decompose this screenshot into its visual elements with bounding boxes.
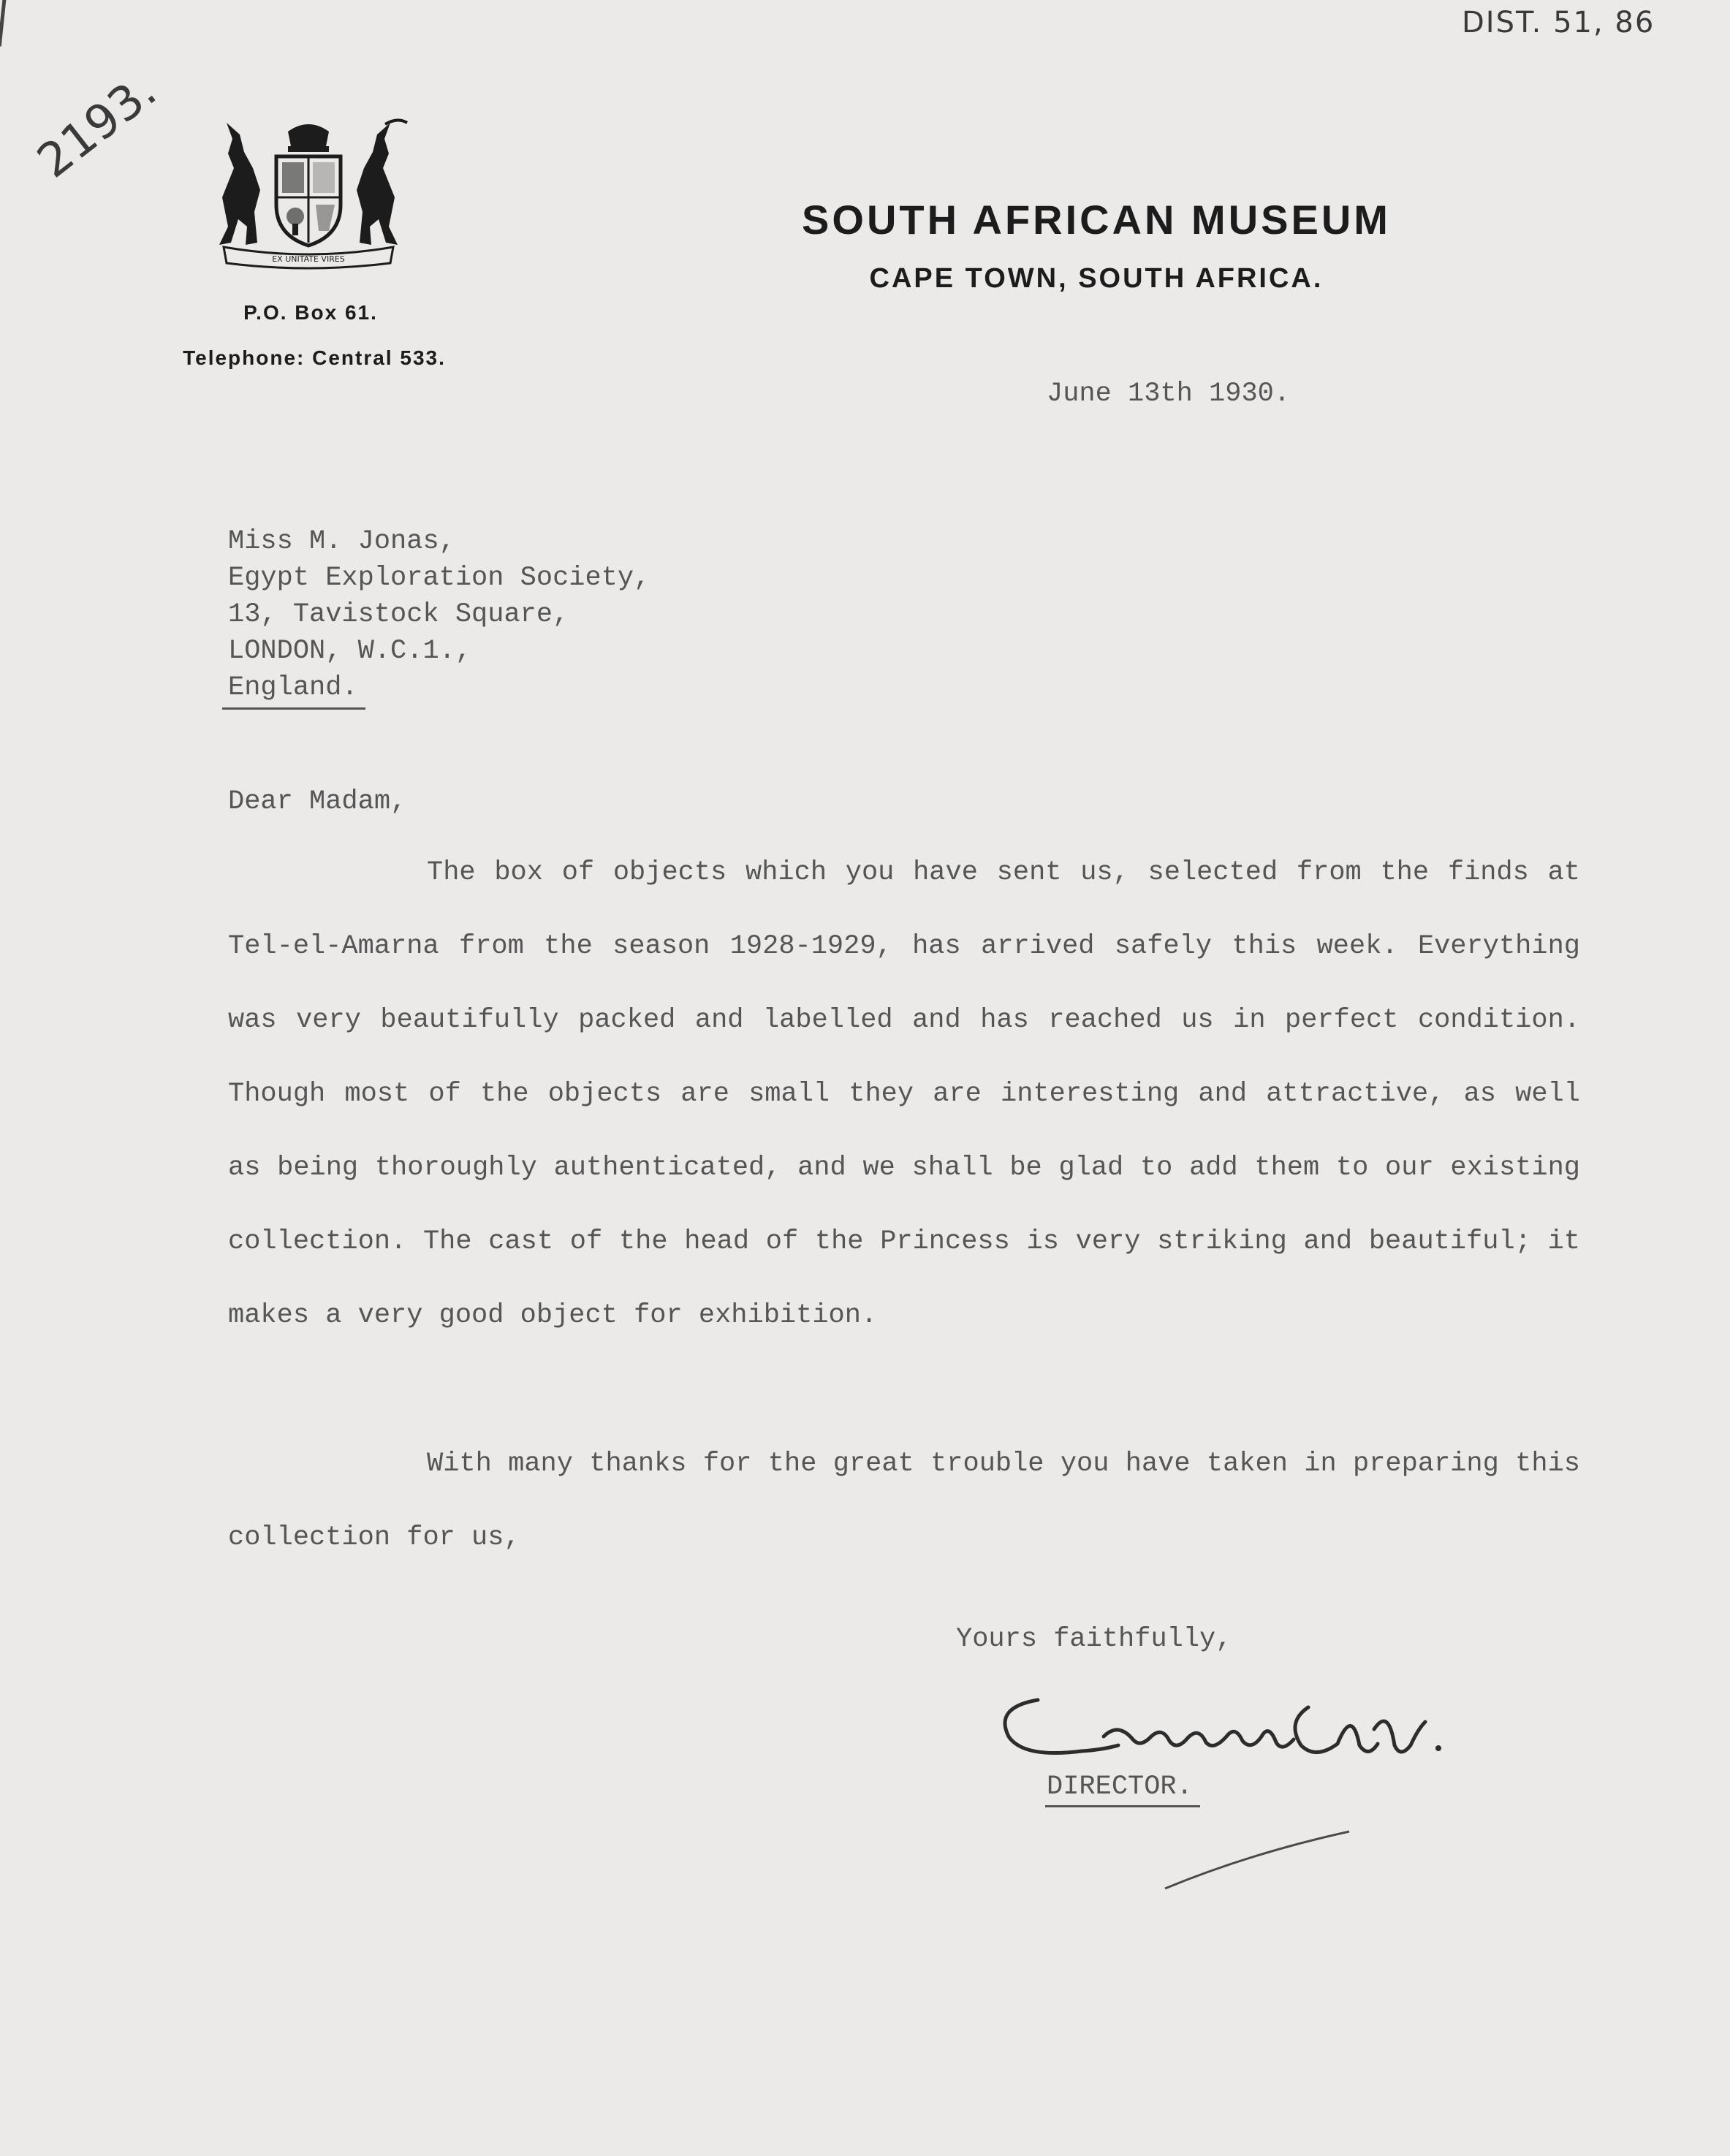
- signer-title: DIRECTOR.: [1047, 1772, 1193, 1802]
- recipient-city: LONDON, W.C.1.,: [228, 636, 472, 667]
- handwritten-reference: DIST. 51, 86: [1462, 6, 1655, 39]
- pen-stroke: [1162, 1827, 1352, 1893]
- recipient-street: 13, Tavistock Square,: [228, 599, 569, 630]
- telephone: Telephone: Central 533.: [183, 346, 446, 369]
- recipient-country: England.: [228, 672, 358, 703]
- organization-name: SOUTH AFRICAN MUSEUM: [802, 197, 1391, 243]
- crest-motto: EX UNITATE VIRES: [272, 254, 345, 264]
- body-paragraph: With many thanks for the great trouble you have taken in preparing this collection for us,: [228, 1449, 1580, 1553]
- pen-mark: [0, 0, 12, 48]
- salutation: Dear Madam,: [228, 786, 407, 817]
- title-underline: [1045, 1805, 1200, 1807]
- signature: [994, 1678, 1447, 1780]
- handwritten-number: 2193.: [28, 64, 167, 189]
- organization-city: CAPE TOWN, SOUTH AFRICA.: [869, 263, 1324, 294]
- po-box: P.O. Box 61.: [243, 301, 378, 324]
- closing: Yours faithfully,: [956, 1624, 1232, 1655]
- recipient-name: Miss M. Jonas,: [228, 526, 455, 557]
- body-paragraph: The box of objects which you have sent us, selected from the finds at Tel-el-Amarna from the season 1928-1929, has arrived safely this week. Everything was very beautifully packed and labelled and has reached us in perfect condition. Though most of the objects are small they are interesting and attractive, as well as being thoroughly authenticated, and we shall be glad to add them to our existing collection. The cast of the head of the Princess is very striking and beautiful; it makes a very good object for exhibition.: [228, 857, 1580, 1331]
- recipient-organization: Egypt Exploration Society,: [228, 563, 650, 593]
- coat-of-arms-icon: [206, 117, 411, 270]
- country-underline: [222, 707, 365, 710]
- letter-date: June 13th 1930.: [1047, 379, 1291, 409]
